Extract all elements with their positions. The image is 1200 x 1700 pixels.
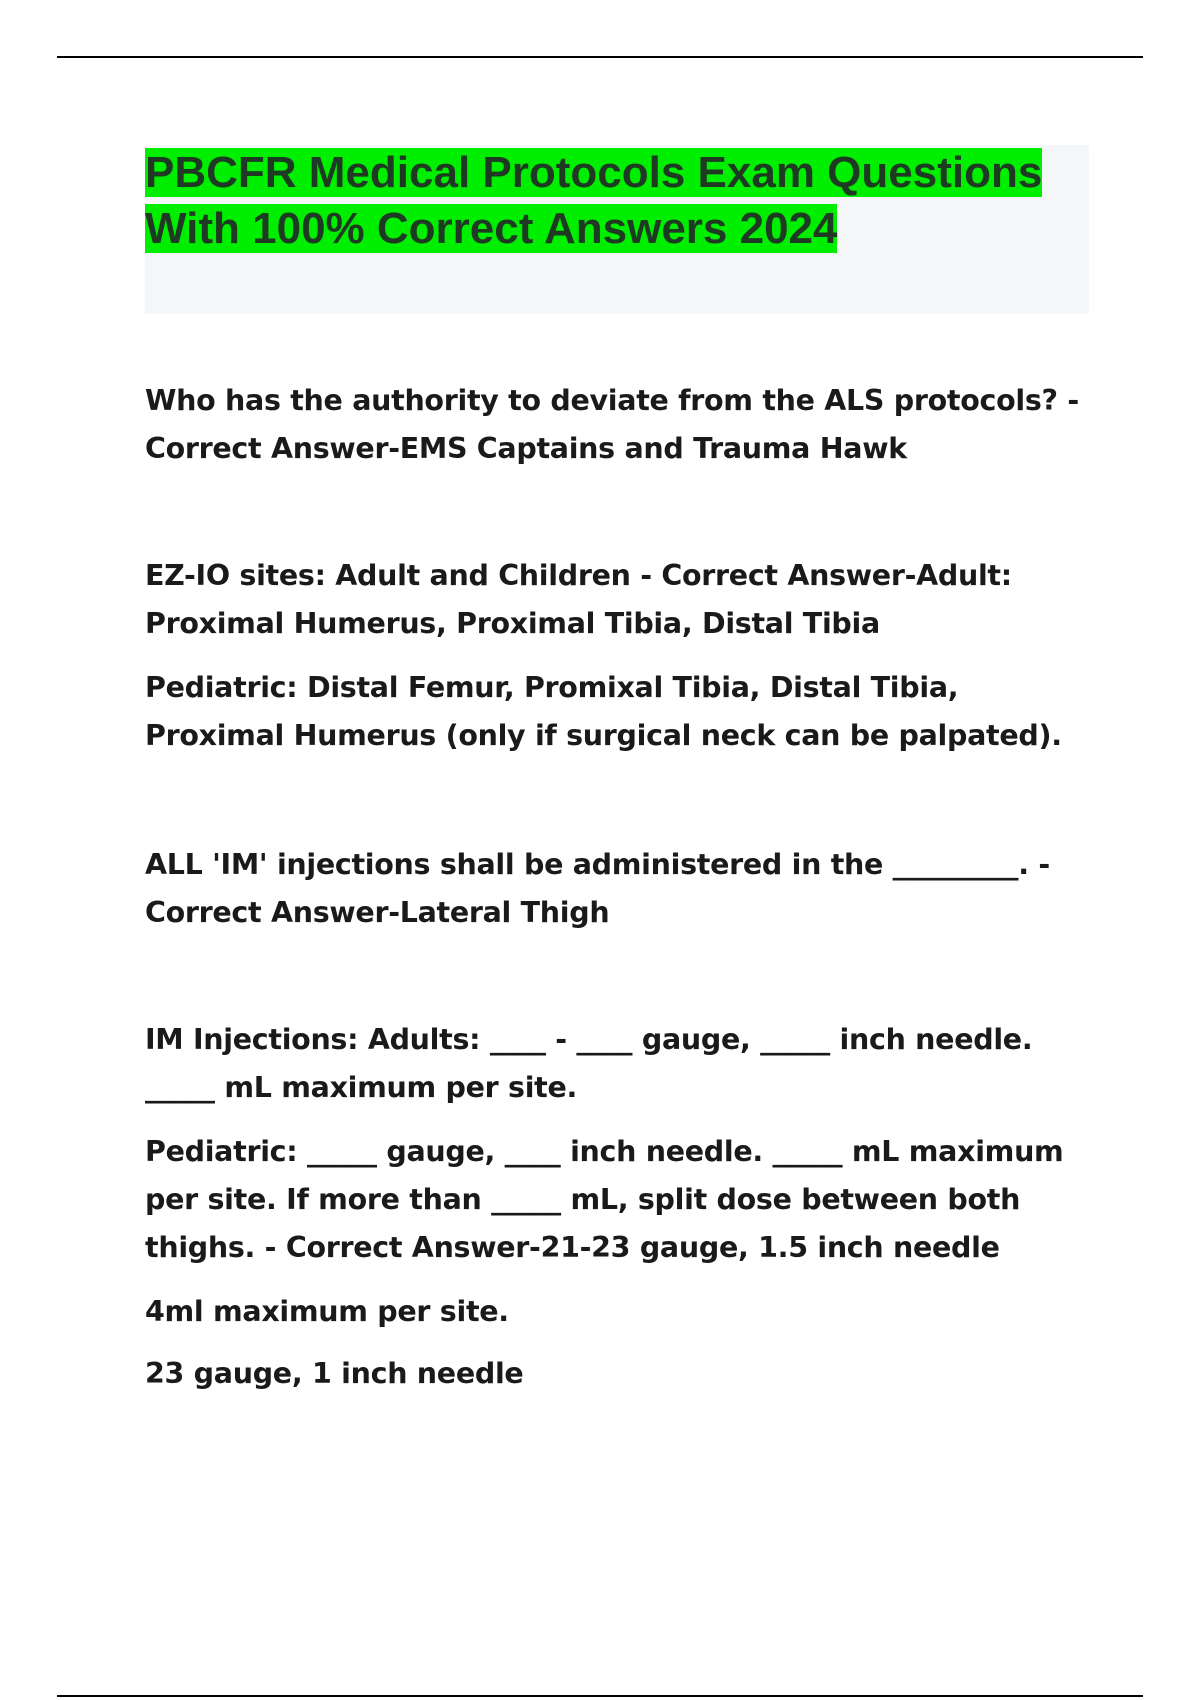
- question-text: EZ-IO sites: Adult and Children - Correct Answer-Adult: Proximal Humerus, Proximal Tibia, Distal Tibia: [145, 559, 1012, 640]
- question-authority: [145, 377, 1090, 473]
- document-title-text: PBCFR Medical Protocols Exam Questions With 100% Correct Answers 2024: [145, 148, 1043, 253]
- title-block: [145, 145, 1089, 314]
- answer-pediatric-io: [145, 664, 1090, 760]
- bottom-rule: [57, 1695, 1143, 1697]
- question-ez-io-sites: [145, 552, 1090, 648]
- top-rule: [57, 56, 1143, 58]
- question-text: IM Injections: Adults: ____ - ____ gauge, _____ inch needle. _____ mL maximum per site.: [145, 1023, 1033, 1104]
- question-text: ALL 'IM' injections shall be administered in the _________. - Correct Answer-Lateral Thigh: [145, 848, 1050, 929]
- answer-pediatric-needle: [145, 1350, 1090, 1398]
- question-text: Who has the authority to deviate from the ALS protocols? - Correct Answer-EMS Captains and Trauma Hawk: [145, 384, 1079, 465]
- question-im-pediatric: [145, 1128, 1090, 1272]
- answer-text: Pediatric: Distal Femur, Promixal Tibia, Distal Tibia, Proximal Humerus (only if surgical neck can be palpated).: [145, 671, 1062, 752]
- question-im-injections: [145, 1016, 1090, 1112]
- answer-max-per-site: [145, 1288, 1090, 1336]
- question-im-site: [145, 841, 1090, 937]
- document-title: [145, 145, 1089, 257]
- answer-text: 23 gauge, 1 inch needle: [145, 1357, 524, 1390]
- question-text: Pediatric: _____ gauge, ____ inch needle. _____ mL maximum per site. If more than _____ mL, split dose between both thighs. - Correct Answer-21-23 gauge, 1.5 inch needle: [145, 1135, 1064, 1264]
- answer-text: 4ml maximum per site.: [145, 1295, 509, 1328]
